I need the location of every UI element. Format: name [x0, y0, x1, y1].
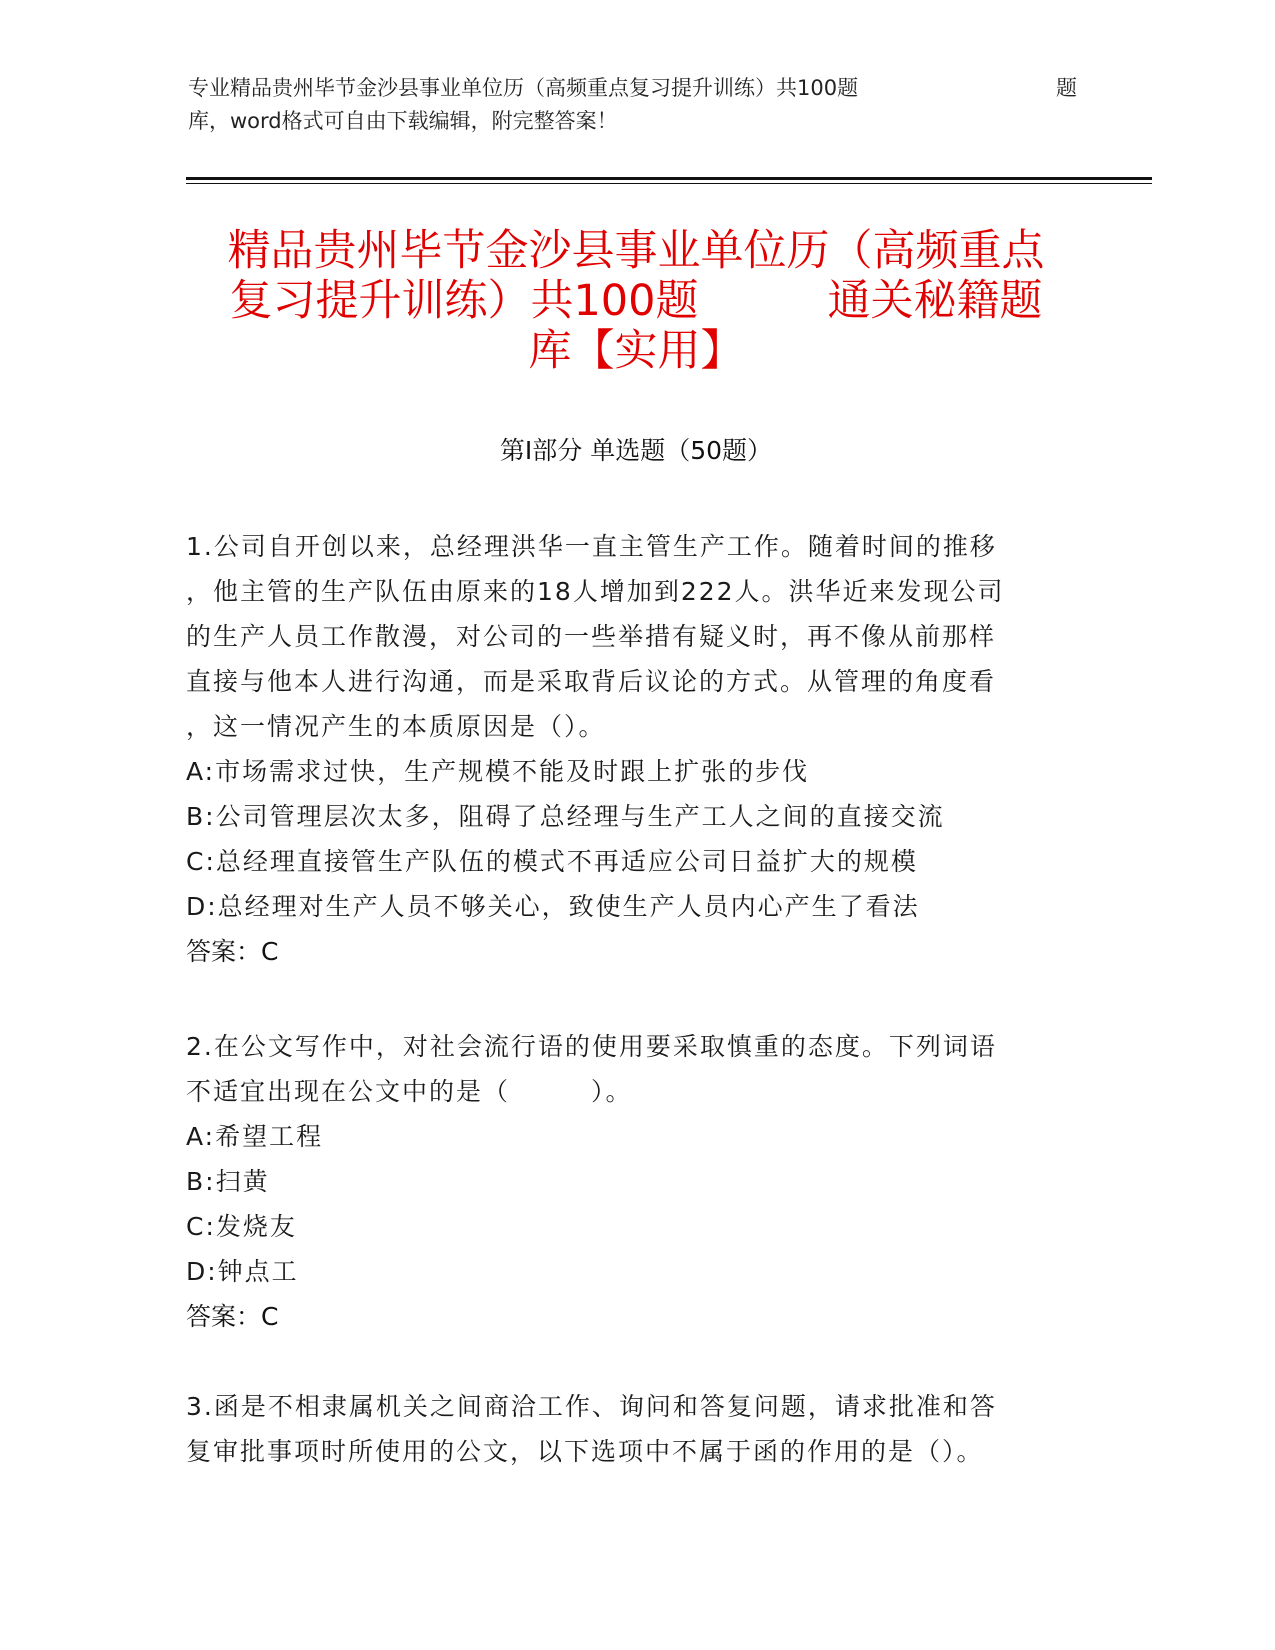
question-3-text-line: 3.函是不相隶属机关之间商洽工作、询问和答复问题，请求批准和答: [186, 1392, 997, 1421]
page-header: [188, 72, 1088, 138]
section-heading: 第Ⅰ部分 单选题（50题）: [499, 436, 773, 465]
header-line-2: 库，word格式可自由下载编辑，附完整答案！: [188, 109, 618, 133]
title-line-3: 库【实用】: [528, 326, 744, 376]
header-text-1-tail: 题: [1056, 76, 1077, 100]
question-2: [186, 1024, 1086, 1339]
question-2-option-c: C:发烧友: [186, 1212, 297, 1241]
question-1-answer: 答案：C: [186, 937, 279, 966]
header-text-1: 专业精品贵州毕节金沙县事业单位历（高频重点复习提升训练）共100题: [188, 76, 859, 100]
question-3-text-line: 复审批事项时所使用的公文，以下选项中不属于函的作用的是（）。: [186, 1437, 984, 1466]
question-2-option-a: A:希望工程: [186, 1122, 324, 1151]
document-title: [186, 226, 1086, 376]
question-2-option-d: D:钟点工: [186, 1257, 299, 1286]
question-2-text-line: 2.在公文写作中，对社会流行语的使用要采取慎重的态度。下列词语: [186, 1032, 997, 1061]
question-1-option-b: B:公司管理层次太多，阻碍了总经理与生产工人之间的直接交流: [186, 802, 945, 831]
question-1-text-line: ，这一情况产生的本质原因是（）。: [186, 712, 606, 741]
question-1: [186, 524, 1086, 974]
question-1-text-line: 直接与他本人进行沟通，而是采取背后议论的方式。从管理的角度看: [186, 667, 997, 696]
question-1-option-a: A:市场需求过快，生产规模不能及时跟上扩张的步伐: [186, 757, 810, 786]
title-line-1: 精品贵州毕节金沙县事业单位历（高频重点: [227, 226, 1045, 276]
header-line-1: [188, 72, 1088, 105]
question-1-text-line: 1.公司自开创以来，总经理洪华一直主管生产工作。随着时间的推移: [186, 532, 997, 561]
header-rule-thin: [186, 183, 1152, 184]
question-1-option-c: C:总经理直接管生产队伍的模式不再适应公司日益扩大的规模: [186, 847, 918, 876]
question-1-option-d: D:总经理对生产人员不够关心，致使生产人员内心产生了看法: [186, 892, 920, 921]
question-2-text-line: 不适宜出现在公文中的是（ ）。: [186, 1077, 633, 1106]
question-1-text-line: 的生产人员工作散漫，对公司的一些举措有疑义时，再不像从前那样: [186, 622, 997, 651]
question-2-option-b: B:扫黄: [186, 1167, 270, 1196]
question-1-text-line: ，他主管的生产队伍由原来的18人增加到222人。洪华近来发现公司: [186, 577, 1005, 606]
question-3: [186, 1384, 1086, 1474]
title-line-2: 复习提升训练）共100题 通关秘籍题: [229, 276, 1043, 326]
header-rule-thick: [186, 177, 1152, 180]
question-2-answer: 答案：C: [186, 1302, 279, 1331]
